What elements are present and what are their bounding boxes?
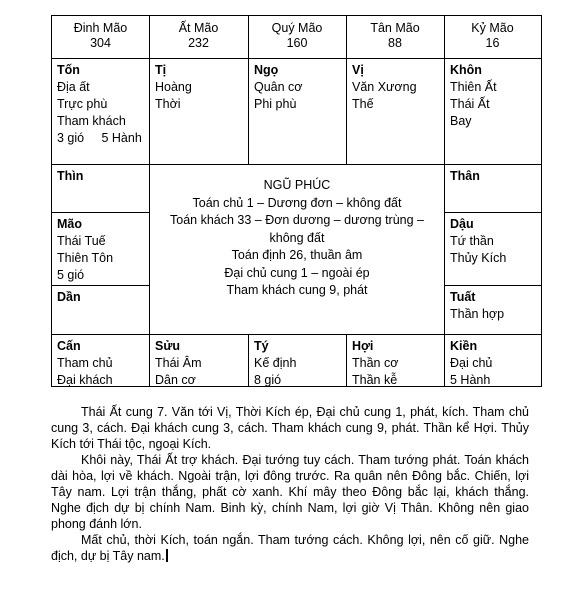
palace-line: Bay	[450, 114, 472, 128]
palace-title: Tị	[155, 63, 167, 77]
paragraph: Khôi này, Thái Ất trợ khách. Đại tướng tuy cách. Tham tướng phát. Toán khách dài hòa, lợi về khách. Ngoài trận, lợi đông trước. Ra quân nên Đông bắc. Chiến, lợi Tây nam. Lợi trận thắng, phất cờ xanh. Khí mây theo Đông bắc lại, khách thắng. Nghe địch dự bị chính Nam. Binh kỳ, chính Nam, lợi giờ Vị Thân. Không nên giao phong đánh lớn.	[51, 453, 529, 531]
palace-grid	[51, 15, 542, 387]
palace-line: Địa ất	[57, 80, 90, 94]
palace-title: Khôn	[450, 63, 482, 77]
header-name: Quý Mão	[271, 21, 323, 35]
palace-cell-ti	[150, 59, 248, 164]
palace-line: Thái Ất	[450, 97, 490, 111]
paragraph-text: Mất chủ, thời Kích, toán ngắn. Tham tướng cách. Không lợi, nên cố giữ. Nghe địch, dự bị Tây nam.	[51, 533, 529, 563]
palace-line: Quân cơ	[254, 80, 303, 94]
header-cell	[444, 16, 541, 58]
palace-cell-vi	[347, 59, 444, 164]
header-number: 232	[188, 36, 209, 50]
header-name: Tân Mão	[370, 21, 420, 35]
palace-line: 5 gió	[57, 268, 85, 282]
palace-title: Thân	[450, 169, 480, 183]
center-line: Toán khách 33 – Đơn dương – dương trùng – không đất	[170, 213, 424, 245]
palace-line: 8 gió	[254, 373, 282, 387]
palace-line: Tham chủ	[57, 356, 113, 370]
palace-title: Dậu	[450, 217, 474, 231]
palace-line: Thần kễ	[352, 373, 398, 387]
palace-title: Tý	[254, 339, 269, 353]
palace-line: Thời	[155, 97, 181, 111]
palace-line: 3 gió 5 Hành	[57, 131, 142, 145]
palace-cell-than	[445, 165, 541, 212]
header-cell	[248, 16, 346, 58]
header-cell	[52, 16, 149, 58]
palace-line: Tứ thần	[450, 234, 494, 248]
text-cursor	[166, 549, 168, 562]
palace-title: Kiền	[450, 339, 478, 353]
palace-line: Kế định	[254, 356, 297, 370]
palace-line: Dân cơ	[155, 373, 196, 387]
palace-cell-hoi	[347, 335, 444, 386]
palace-line: Thái Âm	[155, 356, 202, 370]
palace-line: Thái Tuế	[57, 234, 106, 248]
center-line: Toán định 26, thuần âm	[231, 248, 363, 262]
header-number: 304	[90, 36, 111, 50]
palace-line: Thần cơ	[352, 356, 399, 370]
center-line: Đại chủ cung 1 – ngoài ép	[224, 265, 370, 280]
palace-cell-ty	[249, 335, 346, 386]
palace-line: Thế	[352, 97, 374, 111]
palace-cell-can	[52, 335, 149, 386]
palace-title: Mão	[57, 217, 82, 231]
palace-cell-khon	[445, 59, 541, 164]
palace-line: Thiên Ất	[450, 80, 497, 94]
palace-line: Đại khách	[57, 373, 113, 387]
center-title: NGŨ PHÚC	[263, 178, 331, 192]
header-name: Ất Mão	[178, 21, 219, 35]
palace-line: 5 Hành	[450, 373, 491, 387]
header-number: 16	[485, 36, 500, 50]
palace-line: Văn Xương	[352, 80, 417, 94]
palace-line: Thiên Tôn	[57, 251, 114, 265]
paragraph	[51, 532, 529, 564]
palace-line: Phi phù	[254, 97, 297, 111]
header-number: 160	[286, 36, 308, 50]
header-number: 88	[388, 36, 402, 50]
palace-line: Tham khách	[57, 114, 126, 128]
palace-title: Ngọ	[254, 63, 279, 77]
header-name: Kỷ Mão	[471, 21, 514, 35]
palace-cell-ton	[52, 59, 149, 164]
palace-title: Vị	[352, 63, 364, 77]
palace-cell-kien	[445, 335, 541, 386]
palace-cell-ngo	[249, 59, 346, 164]
header-cell	[346, 16, 444, 58]
palace-title: Dần	[57, 290, 81, 304]
palace-cell-dan	[52, 286, 149, 334]
center-line: Tham khách cung 9, phát	[226, 283, 368, 297]
palace-line: Thủy Kích	[450, 251, 507, 265]
palace-line: Hoàng	[155, 80, 192, 94]
palace-line: Đại chủ	[450, 356, 493, 370]
palace-line: Thần hợp	[450, 307, 505, 321]
palace-cell-suu	[150, 335, 248, 386]
palace-title: Thìn	[57, 169, 84, 183]
palace-title: Cấn	[57, 339, 81, 353]
header-name: Đinh Mão	[73, 21, 128, 35]
paragraph: Thái Ất cung 7. Văn tới Vị, Thời Kích ép, Đại chủ cung 1, phát, kích. Tham chủ cung 3, cách. Đại khách cung 3, cách. Tham khách cung 9, phát. Thần kể Hợi. Thủy Kích tới Thái tộc, ngoại Kích.	[51, 405, 529, 451]
body-text[interactable]	[51, 404, 529, 564]
center-line: Toán chủ 1 – Dương đơn – không đất	[192, 195, 402, 210]
palace-cell-thin	[52, 165, 149, 212]
palace-line: Trực phù	[57, 97, 108, 111]
center-panel	[149, 165, 445, 334]
palace-title: Hợi	[352, 339, 374, 353]
palace-cell-dau	[445, 213, 541, 285]
palace-title: Tốn	[57, 63, 80, 77]
palace-cell-mao	[52, 213, 149, 285]
palace-cell-tuat	[445, 286, 541, 334]
palace-title: Sửu	[155, 339, 181, 353]
header-cell	[149, 16, 248, 58]
palace-title: Tuất	[450, 290, 476, 304]
